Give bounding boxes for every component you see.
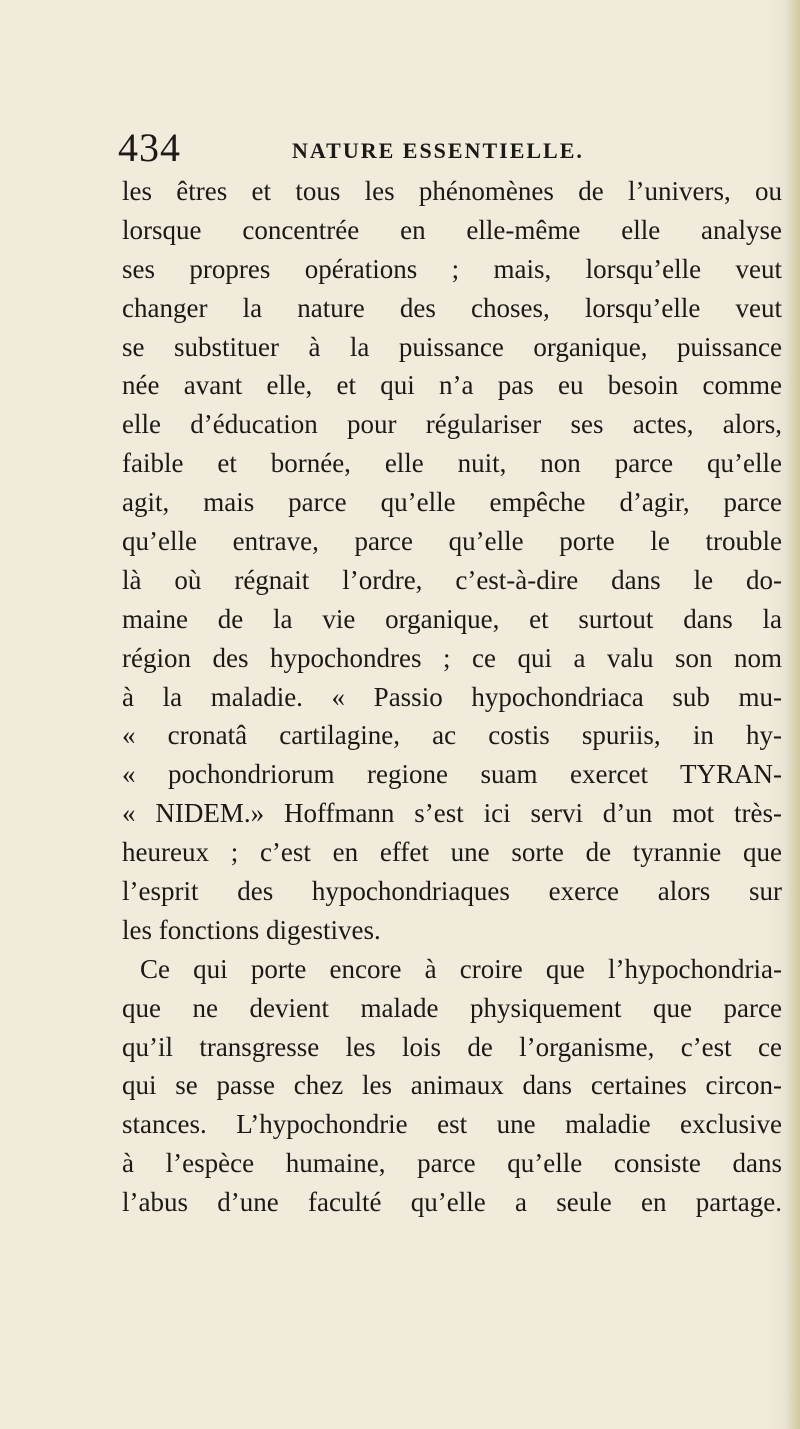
text-line: se substituer à la puissance organique, puissance [122, 331, 782, 362]
text-line: à la maladie. « Passio hypochondriaca sub mu- [122, 681, 782, 712]
text-line: qu’elle entrave, parce qu’elle porte le trouble [122, 526, 782, 557]
text-line: faible et bornée, elle nuit, non parce qu’elle [122, 448, 782, 479]
text-line: heureux ; c’est en effet une sorte de tyrannie que [122, 837, 782, 868]
text-line: née avant elle, et qui n’a pas eu besoin comme [122, 370, 782, 401]
body-text [122, 172, 782, 1222]
page-number: 434 [118, 125, 181, 170]
text-line: lorsque concentrée en elle-même elle analyse [122, 214, 782, 245]
text-line: « NIDEM.» Hoffmann s’est ici servi d’un mot très- [122, 798, 782, 829]
text-line: région des hypochondres ; ce qui a valu son nom [122, 642, 782, 673]
text-line: changer la nature des choses, lorsqu’elle veut [122, 292, 782, 323]
text-line: que ne devient malade physiquement que parce [122, 992, 782, 1023]
paragraph-end-line: les fonctions digestives. [122, 914, 381, 945]
page-header [118, 124, 758, 174]
text-line: « pochondriorum regione suam exercet TYRAN- [122, 759, 782, 790]
text-line: maine de la vie organique, et surtout dans la [122, 603, 782, 634]
text-line: à l’espèce humaine, parce qu’elle consiste dans [122, 1148, 782, 1179]
text-line: stances. L’hypochondrie est une maladie exclusive [122, 1109, 782, 1140]
text-line: là où régnait l’ordre, c’est-à-dire dans le do- [122, 564, 782, 595]
text-line: ses propres opérations ; mais, lorsqu’elle veut [122, 253, 782, 284]
running-title: NATURE ESSENTIELLE. [292, 138, 584, 163]
text-line: agit, mais parce qu’elle empêche d’agir, parce [122, 487, 782, 518]
text-line: elle d’éducation pour régulariser ses actes, alors, [122, 409, 782, 440]
text-line: les êtres et tous les phénomènes de l’univers, ou [122, 176, 782, 206]
text-line: l’esprit des hypochondriaques exerce alors sur [122, 876, 782, 907]
text-line: « cronatâ cartilagine, ac costis spuriis, in hy- [122, 720, 782, 751]
paragraph-start-line: Ce qui porte encore à croire que l’hypochondria- [140, 953, 782, 984]
text-line: l’abus d’une faculté qu’elle a seule en partage. [122, 1187, 782, 1218]
text-line: qu’il transgresse les lois de l’organisme, c’est ce [122, 1031, 782, 1062]
page-edge-shadow [786, 0, 800, 1429]
text-line: qui se passe chez les animaux dans certaines circon- [122, 1070, 782, 1101]
